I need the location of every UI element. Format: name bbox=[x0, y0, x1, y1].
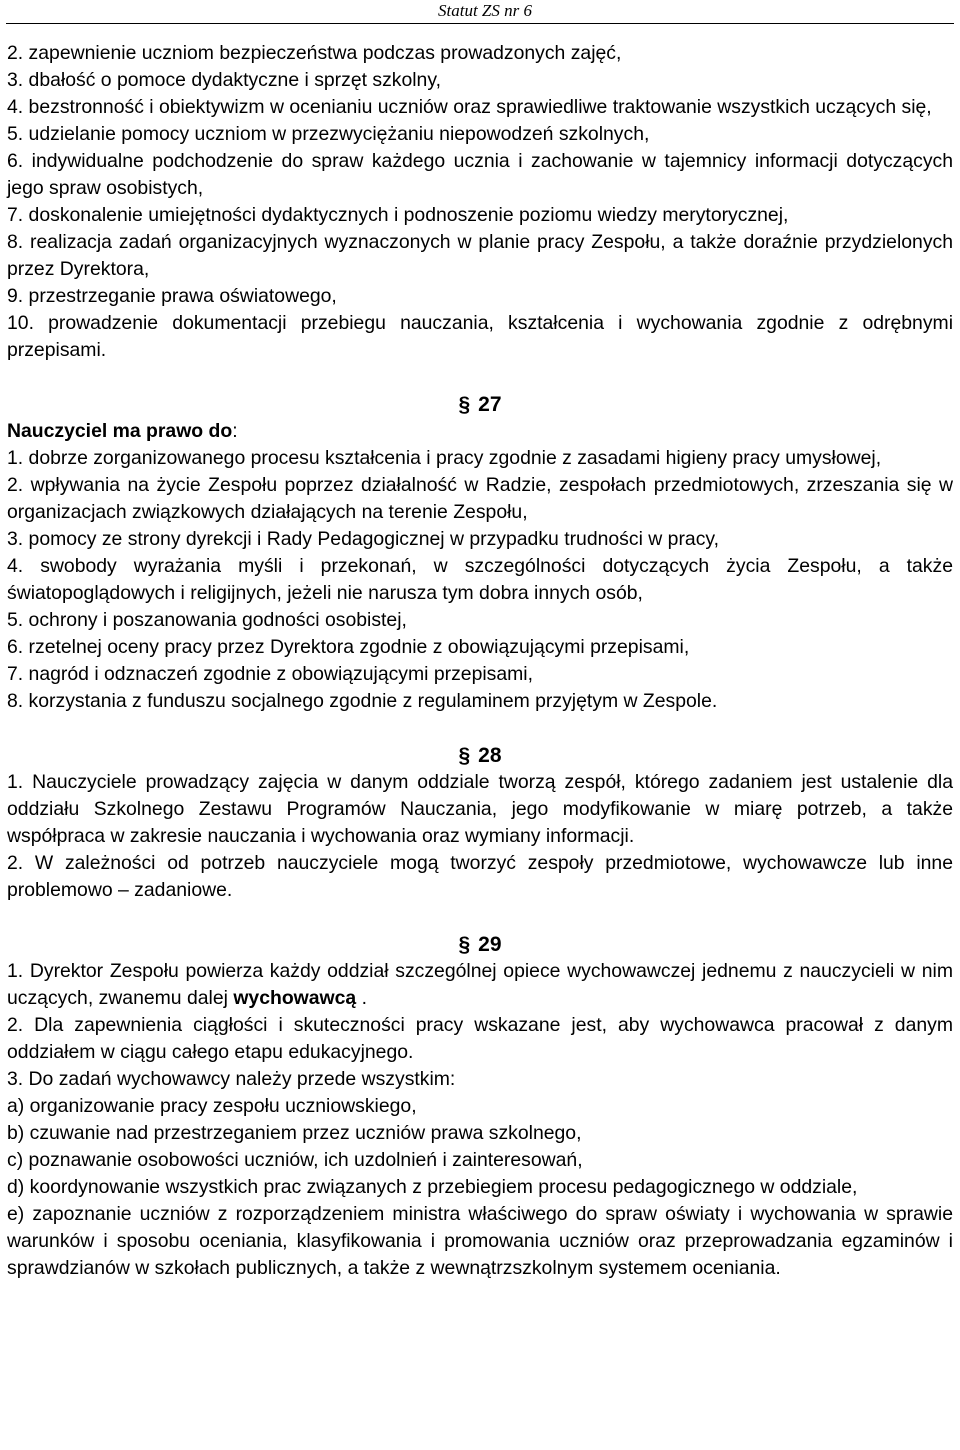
list-item: 5. udzielanie pomocy uczniom w przezwyciężaniu niepowodzeń szkolnych, bbox=[7, 123, 650, 145]
list-item: 10. prowadzenie dokumentacji przebiegu nauczania, kształcenia i wychowania zgodnie z odrębnymi przepisami. bbox=[7, 312, 953, 361]
document-body bbox=[7, 40, 953, 1282]
section-number: 27 bbox=[478, 393, 502, 416]
list-item: c) poznawanie osobowości uczniów, ich uzdolnień i zainteresowań, bbox=[7, 1149, 583, 1171]
list-item: 5. ochrony i poszanowania godności osobistej, bbox=[7, 609, 407, 631]
list-item: 6. rzetelnej oceny pracy przez Dyrektora zgodnie z obowiązującymi przepisami, bbox=[7, 636, 690, 658]
bold-term: wychowawcą bbox=[233, 987, 357, 1009]
list-item: 2. zapewnienie uczniom bezpieczeństwa podczas prowadzonych zajęć, bbox=[7, 42, 622, 64]
list-item: a) organizowanie pracy zespołu uczniowskiego, bbox=[7, 1095, 417, 1117]
section-symbol: § bbox=[458, 933, 471, 956]
paragraph-end: . bbox=[356, 987, 367, 1009]
section-heading-29 bbox=[7, 931, 953, 958]
lead-colon: : bbox=[232, 420, 238, 442]
list-item: 2. wpływania na życie Zespołu poprzez działalność w Radzie, zespołach przedmiotowych, zrzeszania się w organizacjach związkowych działających na terenie Zespołu, bbox=[7, 474, 953, 523]
list-item: 4. bezstronność i obiektywizm w ocenianiu uczniów oraz sprawiedliwe traktowanie wszystkich uczących się, bbox=[7, 96, 932, 118]
paragraph-text: 1. Dyrektor Zespołu powierza każdy oddział szczególnej opiece wychowawczej jednemu z nauczycieli w nim uczących, zwanemu dalej bbox=[7, 960, 953, 1009]
spacer bbox=[7, 364, 953, 391]
list-item: 7. doskonalenie umiejętności dydaktycznych i podnoszenie poziomu wiedzy merytorycznej, bbox=[7, 204, 789, 226]
header-rule bbox=[6, 23, 954, 24]
running-header: Statut ZS nr 6 bbox=[438, 1, 532, 20]
lead-bold-text: Nauczyciel ma prawo do bbox=[7, 420, 233, 442]
section-lead bbox=[7, 418, 953, 445]
section-heading-28 bbox=[7, 742, 953, 769]
section-symbol: § bbox=[458, 393, 471, 416]
paragraph: 1. Nauczyciele prowadzący zajęcia w danym oddziale tworzą zespół, którego zadaniem jest ustalenie dla oddziału Szkolnego Zestawu Programów Nauczania, jego modyfikowanie w miarę potrzeb, a także współpraca w zakresie nauczania i wychowania oraz wymiany informacji. bbox=[7, 771, 953, 847]
list-item: 4. swobody wyrażania myśli i przekonań, w szczególności dotyczących życia Zespołu, a także światopoglądowych i religijnych, jeżeli nie narusza tym dobra innych osób, bbox=[7, 555, 953, 604]
list-item: 1. dobrze zorganizowanego procesu kształcenia i pracy zgodnie z zasadami higieny pracy umysłowej, bbox=[7, 447, 882, 469]
paragraph: 2. Dla zapewnienia ciągłości i skuteczności pracy wskazane jest, aby wychowawca pracował z danym oddziałem w ciągu całego etapu edukacyjnego. bbox=[7, 1014, 953, 1063]
paragraph: 3. Do zadań wychowawcy należy przede wszystkim: bbox=[7, 1068, 456, 1090]
section-number: 28 bbox=[478, 744, 502, 767]
list-item: d) koordynowanie wszystkich prac związanych z przebiegiem procesu pedagogicznego w oddziale, bbox=[7, 1176, 858, 1198]
list-item: 6. indywidualne podchodzenie do spraw każdego ucznia i zachowanie w tajemnicy informacji dotyczących jego spraw osobistych, bbox=[7, 150, 953, 199]
list-item: e) zapoznanie uczniów z rozporządzeniem ministra właściwego do spraw oświaty i wychowania w sprawie warunków i sposobu oceniania, klasyfikowania i promowania uczniów oraz przeprowadzania egzaminów i sprawdzianów w szkołach publicznych, a także z wewnątrzszkolnym systemem oceniania. bbox=[7, 1203, 953, 1279]
paragraph: 2. W zależności od potrzeb nauczyciele mogą tworzyć zespoły przedmiotowe, wychowawcze lub inne problemowo – zadaniowe. bbox=[7, 852, 953, 901]
list-item: 7. nagród i odznaczeń zgodnie z obowiązującymi przepisami, bbox=[7, 663, 533, 685]
list-item: b) czuwanie nad przestrzeganiem przez uczniów prawa szkolnego, bbox=[7, 1122, 582, 1144]
section-symbol: § bbox=[458, 744, 471, 767]
paragraph bbox=[7, 958, 953, 1012]
list-item: 3. pomocy ze strony dyrekcji i Rady Pedagogicznej w przypadku trudności w pracy, bbox=[7, 528, 720, 550]
list-item: 3. dbałość o pomoce dydaktyczne i sprzęt szkolny, bbox=[7, 69, 441, 91]
list-item: 8. realizacja zadań organizacyjnych wyznaczonych w planie pracy Zespołu, a także doraźnie przydzielonych przez Dyrektora, bbox=[7, 231, 953, 280]
section-number: 29 bbox=[478, 933, 502, 956]
list-item: 8. korzystania z funduszu socjalnego zgodnie z regulaminem przyjętym w Zespole. bbox=[7, 690, 718, 712]
spacer bbox=[7, 904, 953, 931]
spacer bbox=[7, 715, 953, 742]
list-item: 9. przestrzeganie prawa oświatowego, bbox=[7, 285, 337, 307]
section-heading-27 bbox=[7, 391, 953, 418]
